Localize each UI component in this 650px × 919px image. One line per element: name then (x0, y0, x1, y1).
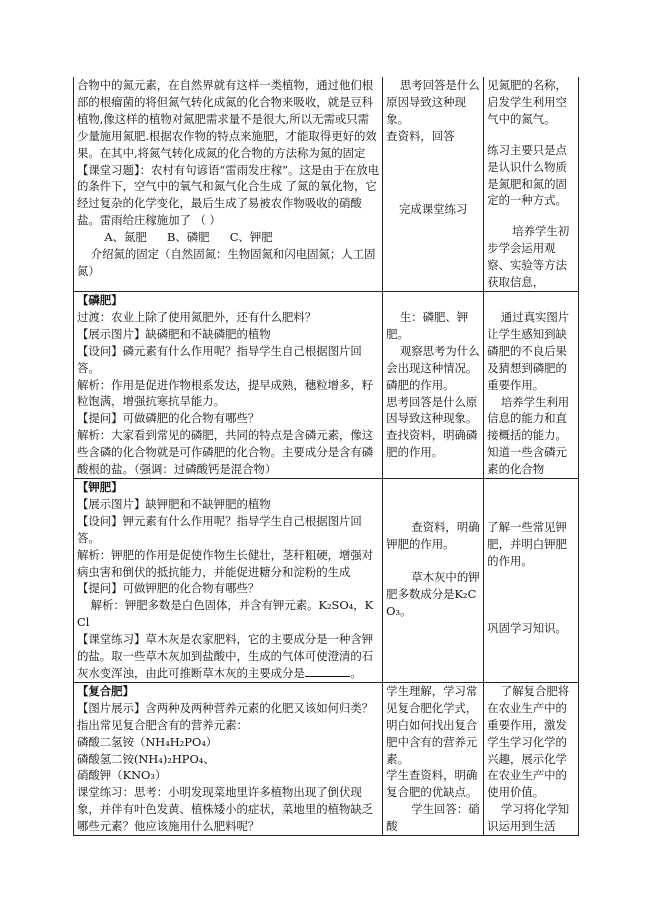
design-intent-cell (484, 77, 579, 291)
intent-text: 了解复合肥将在农业生产中的重要作用，激发学生学习化学的兴趣，展示化学在农业生产中的使用价值。 (487, 683, 570, 800)
paragraph-nitrogen-intro: 合物中的氮元素，在自然界就有这样一类植物，通过他们根部的根瘤菌的将但氮气转化成氮的化合物来吸收，就是豆科植物,像这样的植物对氮肥需求量不是很大,所以无需或只需少量施用氮肥.根据农作物的特点来施肥，才能取得更好的效果。在其中,将氮气转化成氮的化合物的方法称为氮的固定 (77, 78, 377, 160)
student-text: 查资料，明确钾肥的作用。 (386, 520, 480, 551)
intent-text: 了解一些常见钾肥，并明白钾肥的作用。 (487, 520, 567, 568)
compound-formula: 磷酸氢二铵(NH₄)₂HPO₄、 (77, 751, 215, 766)
section-heading-potash: 【钾肥】 (77, 480, 123, 495)
paragraph-question: 【提问】可做磷肥的化合物有哪些？ (77, 411, 260, 426)
table-row-nitrogen (74, 77, 579, 291)
paragraph-analysis: 解析：作用是促进作物根系发达，提早成熟，穗粒增多，籽粒饱满，增强抗寒抗旱能力。 (77, 377, 374, 409)
intent-text: 巩固学习知识。 (487, 620, 567, 635)
option-a: A、氮肥 (104, 230, 147, 245)
table-row-potash (74, 479, 579, 683)
paragraph-picture-display: 【图片展示】含两种及两种营养元素的化肥又该如何归类？指出常见复合肥含有的营养元素： (77, 700, 374, 732)
option-b: B、磷肥 (167, 230, 210, 245)
student-text: 观察思考为什么会出现这种情况。 (386, 343, 480, 375)
lesson-plan-table (73, 77, 579, 836)
student-text: 学生查资料，明确复合肥的优缺点。 (386, 768, 478, 800)
student-text: 磷肥的作用。 (386, 377, 455, 392)
teacher-activity-cell (74, 682, 383, 835)
student-text: 草木灰中的钾肥多数成分是K₂CO₃。 (386, 569, 480, 618)
table-row-compound (74, 682, 579, 835)
student-text: 学生回答：硝酸 (386, 802, 480, 834)
answer-blank (305, 665, 351, 677)
paragraph-analysis: 解析：大家看到常见的磷肥，共同的特点是含磷元素，像这些含磷的化合物就是可作磷肥的化合物。主要成分是含有磷酸根的盐。（强调：过磷酸钙是混合物） (77, 428, 374, 477)
paragraph-question: 【设问】磷元素有什么作用呢？指导学生自己根据图片回答。 (77, 343, 362, 375)
intent-text: 培养学生初步学会运用观察、实验等方法获取信息， (487, 224, 570, 290)
paragraph-show-picture: 【展示图片】缺磷肥和不缺磷肥的植物 (77, 326, 271, 341)
student-text: 查资料，回答 (386, 128, 455, 143)
design-intent-cell (484, 291, 579, 478)
table-row-phosphate (74, 291, 579, 478)
intent-text: 学习将化学知识运用到生活 (487, 802, 570, 834)
paragraph-analysis: 解析：钾肥的作用是促使作物生长健壮，茎秆粗硬，增强对病虫害和倒伏的抵抗能力，并能促进糖分和淀粉的生成 (77, 547, 374, 579)
compound-formula: 硝酸钾（KNO₃） (77, 768, 167, 783)
teacher-activity-cell (74, 77, 383, 291)
paragraph-question: 【提问】可做钾肥的化合物有哪些？ (77, 581, 260, 596)
intent-text: 培养学生利用信息的能力和直接概括的能力。 (487, 394, 570, 443)
intent-text: 练习主要只是点是认识什么物质是氮肥和氮的固定的一种方式。 (487, 142, 567, 208)
paragraph-question: 【设问】钾元素有什么作用呢？指导学生自己根据图片回答。 (77, 513, 362, 545)
exercise-options (77, 229, 379, 246)
student-text: 学生理解，学习常见复合肥化学式，明白如何找出复合肥中含有的营养元素。 (386, 683, 478, 766)
paragraph-nitrogen-fixation: 介绍氮的固定（自然固氮：生物固氮和闪电固氮；人工固氮） (77, 247, 376, 278)
intent-text: 知道一些含磷元素的化合物 (487, 445, 567, 477)
teacher-activity-cell (74, 291, 383, 478)
student-activity-cell (383, 291, 484, 478)
student-text: 思考回答是什么原因导致这种现象。 (386, 78, 480, 126)
section-heading-compound: 【复合肥】 (77, 683, 134, 698)
exercise-text: 【课堂练习】草木灰是农家肥料，它的主要成分是一种含钾的盐。取一些草木灰加到盐酸中，生成的气体可使澄清的石灰水变浑浊，由此可推断草木灰的主要成分是 (77, 632, 374, 680)
student-text: 生：磷肥、钾肥。 (386, 309, 469, 341)
paragraph-analysis: 解析：钾肥多数是白色固体，并含有钾元素。K₂SO₄，KCl (77, 598, 374, 630)
design-intent-cell (484, 682, 579, 835)
paragraph-classroom-exercise: 【课堂练习】草木灰是农家肥料，它的主要成分是一种含钾的盐。取一些草木灰加到盐酸中，生成的气体可使澄清的石灰水变浑浊，由此可推断草木灰的主要成分是 。 (77, 632, 374, 680)
paragraph-show-picture: 【展示图片】缺钾肥和不缺钾肥的植物 (77, 496, 271, 511)
paragraph-classroom-exercise: 【课堂习题】：农村有句谚语“雷雨发庄稼”。这是由于在放电的条件下，空气中的氧气和氮气化合生成 了氮的氧化物，它经过复杂的化学变化，最后生成了易被农作物吸收的硝酸盐。雷雨给庄稼施加了 （ ） (77, 162, 380, 228)
teacher-activity-cell (74, 479, 383, 683)
paragraph-transition: 过渡：农业上除了使用氮肥外，还有什么肥料？ (77, 309, 317, 324)
student-text: 思考回答是什么原因导致这种现象。 (386, 394, 478, 426)
student-activity-cell (383, 77, 484, 291)
student-activity-cell (383, 682, 484, 835)
lesson-plan-page (73, 77, 579, 834)
student-text: 完成课堂练习 (398, 201, 468, 216)
intent-text: 通过真实图片让学生感知到缺磷肥的不良后果及猜想到磷肥的重要作用。 (487, 309, 570, 392)
compound-formula: 磷酸二氢铵（NH₄H₂PO₄） (77, 734, 218, 749)
student-text: 查找资料，明确磷肥的作用。 (386, 428, 478, 460)
paragraph-classroom-exercise: 课堂练习：思考：小明发现菜地里许多植物出现了倒伏现象，并伴有叶色发黄、植株矮小的症状，菜地里的植物缺乏哪些元素？他应该施用什么肥料呢？ (77, 785, 374, 834)
section-heading-phosphate: 【磷肥】 (77, 292, 123, 307)
intent-text: 见氮肥的名称，启发学生利用空气中的氮气。 (487, 78, 567, 126)
design-intent-cell (484, 479, 579, 683)
option-c: C、钾肥 (229, 230, 273, 245)
student-activity-cell (383, 479, 484, 683)
